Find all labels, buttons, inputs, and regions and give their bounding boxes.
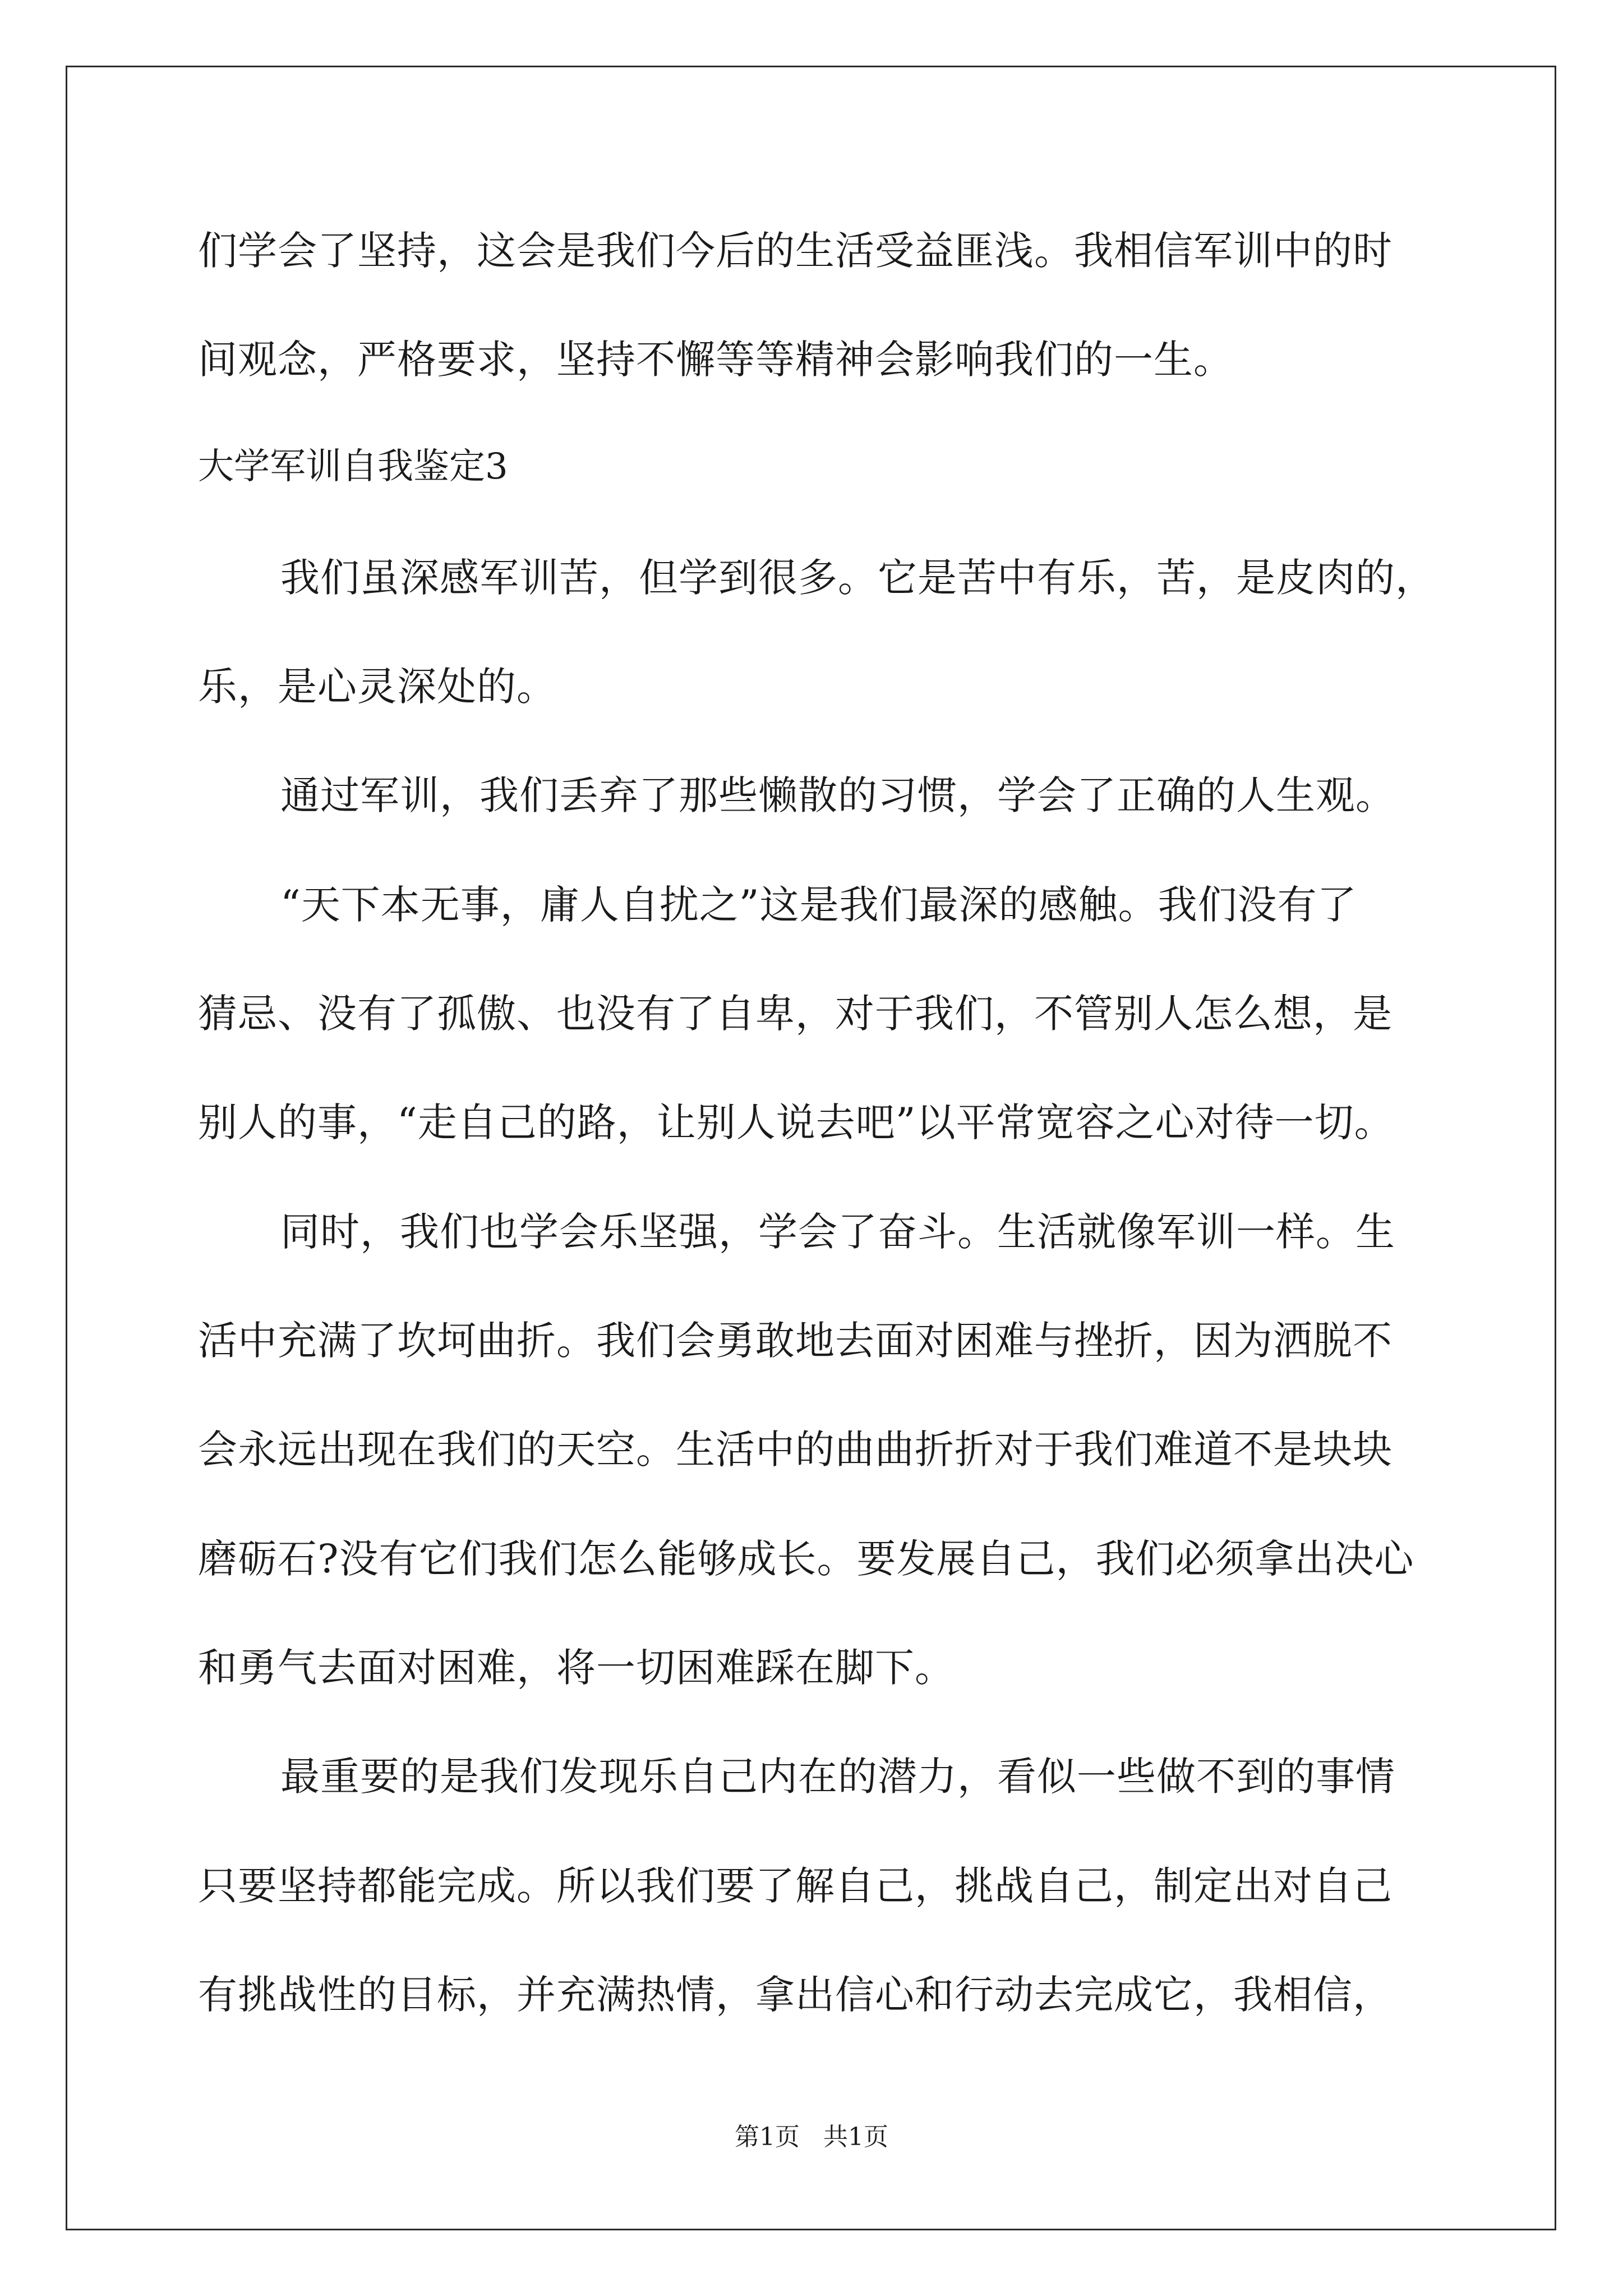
paragraph-line: “天下本无事，庸人自扰之”这是我们最深的感触。我们没有了	[280, 882, 1357, 928]
text-line: 们学会了坚持，这会是我们今后的生活受益匪浅。我相信军训中的时	[198, 228, 1393, 274]
paragraph-line: 别人的事，“走自己的路，让别人说去吧”以平常宽容之心对待一切。	[198, 1099, 1394, 1145]
paragraph-line: 同时，我们也学会乐坚强，学会了奋斗。生活就像军训一样。生	[280, 1209, 1395, 1255]
paragraph-line: 活中充满了坎坷曲折。我们会勇敢地去面对困难与挫折，因为洒脱不	[198, 1318, 1393, 1364]
paragraph-line: 会永远出现在我们的天空。生活中的曲曲折折对于我们难道不是块块	[198, 1427, 1393, 1473]
text-line: 间观念，严格要求，坚持不懈等等精神会影响我们的一生。	[198, 337, 1233, 383]
paragraph-line: 我们虽深感军训苦，但学到很多。它是苦中有乐，苦，是皮肉的，	[280, 555, 1435, 601]
paragraph-line: 有挑战性的目标，并充满热情，拿出信心和行动去完成它，我相信，	[198, 1972, 1393, 2018]
page-footer: 第1页 共1页	[735, 2123, 888, 2151]
paragraph-line: 只要坚持都能完成。所以我们要了解自己，挑战自己，制定出对自己	[198, 1863, 1393, 1909]
paragraph-line: 和勇气去面对困难，将一切困难踩在脚下。	[198, 1645, 955, 1691]
paragraph-line: 乐，是心灵深处的。	[198, 664, 556, 710]
paragraph-line: 磨砺石?没有它们我们怎么能够成长。要发展自己，我们必须拿出决心	[198, 1536, 1414, 1582]
paragraph-line: 猜忌、没有了孤傲、也没有了自卑，对于我们，不管别人怎么想，是	[198, 991, 1393, 1037]
section-heading: 大学军训自我鉴定3	[198, 446, 508, 487]
paragraph-line: 最重要的是我们发现乐自己内在的潜力，看似一些做不到的事情	[280, 1754, 1395, 1800]
paragraph-line: 通过军训，我们丢弃了那些懒散的习惯，学会了正确的人生观。	[280, 772, 1395, 818]
